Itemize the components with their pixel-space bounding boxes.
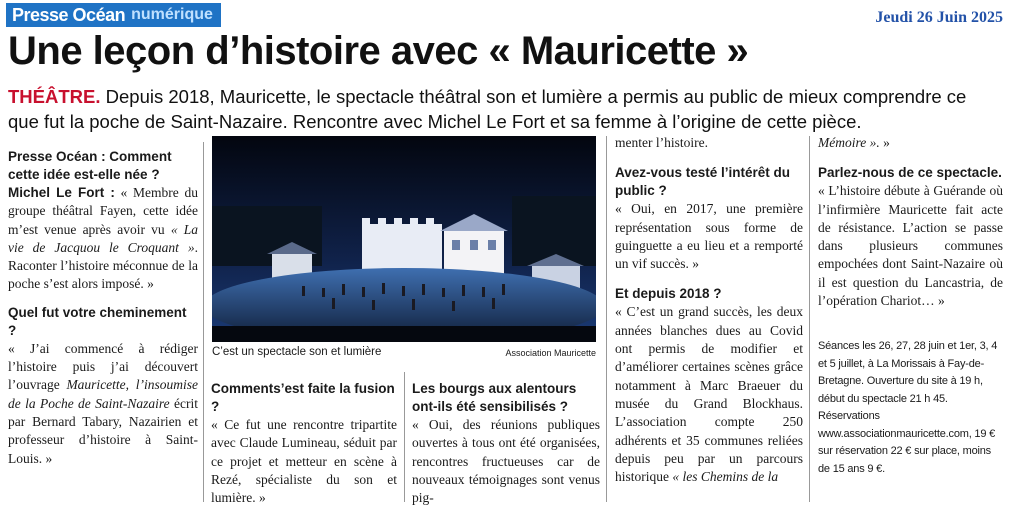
answer-7: « L’histoire débute à Guérande où l’infirmière Mauricette fait acte de résistance. L’action se passe dans plusieurs communes empochées dont Saint-Nazaire où il est question du Lancastria, de l’opération Chariot… » bbox=[818, 183, 1003, 309]
column-divider bbox=[606, 136, 607, 502]
column-divider bbox=[404, 372, 405, 502]
headline: Une leçon d’histoire avec « Mauricette » bbox=[8, 29, 749, 73]
column-1 bbox=[8, 148, 198, 468]
answer-3: « Ce fut une rencontre tripartite avec Claude Lumineau, séduit par ce projet et metteur en scène à Rezé, spécialiste du son et lumière. » bbox=[211, 417, 397, 506]
answer-5: « Oui, en 2017, une première représentation sous forme de guinguette a eu lieu et a remporté un vif succès. » bbox=[615, 201, 803, 272]
answer-1 bbox=[8, 184, 198, 294]
lede bbox=[8, 84, 998, 134]
column-divider bbox=[809, 136, 810, 502]
answer-6-continued bbox=[818, 134, 1003, 152]
question-5: Avez-vous testé l’intérêt du public ? bbox=[615, 165, 791, 199]
column-divider bbox=[203, 142, 204, 502]
brand-subtitle: numérique bbox=[131, 6, 213, 23]
answer-4: « Oui, des réunions publiques ouvertes à tous ont été organisées, rencontres fructueuses car de nouveaux témoignages sont venus pig- bbox=[412, 417, 600, 506]
answer-6 bbox=[615, 303, 803, 486]
practical-info: Séances les 26, 27, 28 juin et 1er, 3, 4 et 5 juillet, à La Morissais à Fay-de-Bretagne. Ouverture du site à 19 h, début du spectacle 21 h 45. Réservations www.associationmauricette.com, 19 € sur réservation 22 € sur place, moins de 15 ans 9 €. bbox=[818, 340, 998, 475]
column-3 bbox=[412, 380, 600, 507]
answer-4-continued: menter l’histoire. bbox=[615, 135, 708, 150]
answer-2-title: Mauricette, l’insoumise de la Poche de Saint-Nazaire bbox=[8, 377, 198, 411]
masthead-logo bbox=[6, 3, 221, 27]
photo-caption-bar bbox=[212, 346, 596, 358]
answer-6-continued-end: » bbox=[879, 135, 890, 150]
photo-credit: Association Mauricette bbox=[505, 348, 596, 358]
answer-1-end: . Raconter l’histoire méconnue de la poche s’est alors imposé. » bbox=[8, 239, 198, 292]
answer-2-end: écrit par Bernard Tabary, Nazairien et professeur d’histoire à Saint-Louis. » bbox=[8, 395, 198, 466]
photo-caption: C’est un spectacle son et lumière bbox=[212, 346, 382, 358]
question-4: Les bourgs aux alentours ont-ils été sensibilisés ? bbox=[412, 381, 577, 414]
lede-kicker: THÉÂTRE. bbox=[8, 86, 101, 107]
lede-text: Depuis 2018, Mauricette, le spectacle théâtral son et lumière a permis au public de mieux comprendre ce que fut la poche de Saint-Nazaire. Rencontre avec Michel Le Fort et sa femme à l’origine de cette pièce. bbox=[8, 86, 967, 132]
answer-6-title: « les Chemins de la bbox=[672, 469, 779, 485]
question-6: Et depuis 2018 ? bbox=[615, 286, 722, 302]
answer-1-text: « Membre du groupe théâtral Fayen, cette idée m’est venue après avoir vu bbox=[8, 185, 198, 237]
question-3: Comments’est faite la fusion ? bbox=[211, 381, 395, 414]
answer-2 bbox=[8, 340, 198, 468]
speaker-label: Michel Le Fort : bbox=[8, 185, 115, 200]
question-2: Quel fut votre cheminement ? bbox=[8, 304, 187, 338]
brand-name: Presse Océan bbox=[12, 4, 126, 25]
stage-photo-illustration bbox=[212, 136, 596, 342]
question-7: Parlez-nous de ce spectacle. bbox=[818, 165, 1002, 181]
answer-6-text: « C’est un grand succès, les deux années blanches dues au Covid ont permis de modifier et d’améliorer certaines scènes grâce notamment à Marc Braeuer du musée du Grand Blockhaus. L’association compte 250 adhérents et 35 communes reliées depuis peu par un parcours historique bbox=[615, 304, 803, 485]
column-5 bbox=[818, 134, 1003, 310]
answer-1-title: « La vie de Jacquou le Croquant » bbox=[8, 221, 198, 255]
answer-2-text: « J’ai commencé à rédiger l’histoire puis j’ai découvert l’ouvrage bbox=[8, 340, 198, 393]
column-2 bbox=[211, 380, 397, 507]
issue-date: Jeudi 26 Juin 2025 bbox=[875, 9, 1003, 26]
answer-6-continued-title: Mémoire ». bbox=[818, 135, 880, 150]
column-4 bbox=[615, 134, 803, 486]
stage-photo bbox=[212, 136, 596, 342]
question-1: Presse Océan : Comment cette idée est-elle née ? bbox=[8, 149, 172, 182]
